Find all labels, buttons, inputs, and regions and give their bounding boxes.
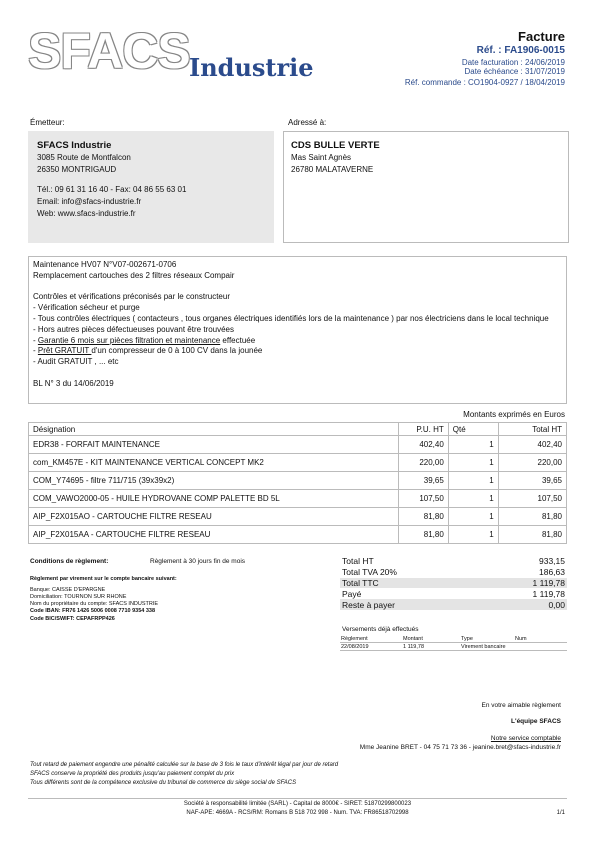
- description-line: - Hors autres pièces défectueuses pouvant être trouvées: [33, 324, 234, 334]
- item-designation: COM_VAWO2000-05 - HUILE HYDROVANE COMP PALETTE BD 5L: [29, 490, 399, 508]
- item-unit-price: 81,80: [398, 526, 448, 544]
- item-unit-price: 107,50: [398, 490, 448, 508]
- table-row: [29, 436, 567, 454]
- item-designation: com_KM457E - KIT MAINTENANCE VERTICAL CONCEPT MK2: [29, 454, 399, 472]
- item-total: 402,40: [498, 436, 566, 454]
- payment-row: 22/08/2019 1 119,78 Virement bancaire: [340, 643, 567, 651]
- remaining-amount: 0,00: [480, 599, 567, 610]
- emitter-phone: Tél.: 09 61 31 16 40 - Fax: 04 86 55 63 01: [37, 185, 187, 194]
- header-unit-price: P.U. HT: [398, 423, 448, 436]
- item-designation: EDR38 - FORFAIT MAINTENANCE: [29, 436, 399, 454]
- item-quantity: 1: [448, 526, 498, 544]
- company-logo: SFACS: [28, 23, 190, 79]
- item-total: 220,00: [498, 454, 566, 472]
- bank-name: Banque: CAISSE D'EPARGNE: [30, 587, 106, 593]
- footer-divider: [28, 798, 567, 799]
- item-quantity: 1: [448, 508, 498, 526]
- payment-terms-value: Règlement à 30 jours fin de mois: [150, 558, 246, 565]
- transfer-label: Règlement par virement sur le compte bancaire suivant:: [30, 576, 177, 582]
- payments-label: Versements déjà effectués: [342, 626, 419, 633]
- header-designation: Désignation: [29, 423, 399, 436]
- document-title: Facture: [518, 29, 565, 44]
- recipient-name: CDS BULLE VERTE: [291, 140, 380, 151]
- table-row: [29, 490, 567, 508]
- paid-row: Payé 1 119,78: [342, 588, 565, 599]
- total-tva-row: Total TVA 20% 186,63: [342, 567, 565, 578]
- footer-company-info: Société à responsabilité limitée (SARL) - Capital de 8000€ - SIRET: 51870299800023: [183, 801, 412, 807]
- recipient-label: Adressé à:: [288, 118, 327, 127]
- item-total: 39,65: [498, 472, 566, 490]
- description-line: Remplacement cartouches des 2 filtres réseaux Compair: [33, 270, 235, 280]
- item-unit-price: 402,40: [398, 436, 448, 454]
- header-quantity: Qté: [448, 423, 498, 436]
- item-unit-price: 220,00: [398, 454, 448, 472]
- item-designation: COM_Y74695 - filtre 711/715 (39x39x2): [29, 472, 399, 490]
- table-row: [29, 526, 567, 544]
- bic: Code BIC/SWIFT: CEPAFRPP426: [30, 616, 115, 622]
- description-line: - Vérification sécheur et purge: [33, 303, 140, 313]
- payments-table: [340, 635, 567, 651]
- item-quantity: 1: [448, 454, 498, 472]
- total-ht-row: Total HT 933,15: [342, 556, 565, 567]
- total-ttc-row: Total TTC 1 119,78: [342, 577, 565, 588]
- description-line: - Audit GRATUIT , ... etc: [33, 357, 119, 367]
- iban: Code IBAN: FR76 1426 5006 0008 7710 9354 338: [30, 608, 156, 614]
- item-quantity: 1: [448, 490, 498, 508]
- item-designation: AIP_F2X015AO - CARTOUCHE FILTRE RESEAU: [29, 508, 399, 526]
- item-total: 81,80: [498, 526, 566, 544]
- item-quantity: 1: [448, 436, 498, 454]
- accounting-contact: Mme Jeanine BRET - 04 75 71 73 36 - jeanine.bret@sfacs-industrie.fr: [359, 744, 561, 751]
- total-ht: 933,15: [539, 556, 565, 567]
- emitter-address-2: 26350 MONTRIGAUD: [37, 165, 117, 174]
- legal-line-2: SFACS conserve la propriété des produits jusqu'au paiement complet du prix: [30, 771, 235, 777]
- page-number: 1/1: [556, 810, 565, 816]
- emitter-name: SFACS Industrie: [37, 140, 112, 151]
- header-total: Total HT: [498, 423, 566, 436]
- free-loan-text: Prêt GRATUIT: [37, 346, 92, 356]
- items-header-row: [29, 423, 567, 436]
- invoice-description: [28, 256, 567, 404]
- bank-domiciliation: Domiciliation: TOURNON SUR RHONE: [30, 594, 127, 600]
- payment-terms-label: Conditions de règlement:: [30, 558, 109, 565]
- accounting-service: Notre service comptable: [490, 735, 561, 742]
- invoice-date: Date facturation : 24/06/2019: [461, 58, 565, 67]
- description-line: - Prêt GRATUIT d'un compresseur de 0 à 100 CV dans la jounée: [33, 346, 263, 356]
- table-row: [29, 454, 567, 472]
- description-line: Contrôles et vérifications préconisés par le constructeur: [33, 292, 230, 302]
- item-quantity: 1: [448, 472, 498, 490]
- account-owner: Nom du propriétaire du compte: SFACS INDUSTRIE: [30, 601, 159, 607]
- legal-line-3: Tous différents sont de la compétence exclusive du tribunal de commerce du siège social de SFACS: [30, 780, 297, 786]
- emitter-label: Émetteur:: [30, 118, 65, 127]
- invoice-reference: Réf. : FA1906-0015: [476, 45, 565, 56]
- total-tva: 186,63: [539, 567, 565, 578]
- legal-line-1: Tout retard de paiement engendre une pénalité calculée sur la base de 3 fois le taux d'intérêt légal par jour de retard: [30, 762, 339, 768]
- footer-registration: NAF-APE: 4669A - RCS/RM: Romans B 518 702 998 - Num. TVA: FR86518702998: [186, 810, 409, 816]
- recipient-address-1: Mas Saint Agnès: [291, 153, 352, 162]
- table-row: [29, 472, 567, 490]
- item-designation: AIP_F2X015AA - CARTOUCHE FILTRE RESEAU: [29, 526, 399, 544]
- items-table: [28, 422, 567, 544]
- emitter-email: Email: info@sfacs-industrie.fr: [37, 197, 142, 206]
- paid-amount: 1 119,78: [532, 588, 565, 599]
- description-line: - Tous contrôles électriques ( contacteurs , tous organes électriques identifiés lors de la maintenance ) par nos électriciens dans le local technique: [33, 313, 549, 323]
- emitter-website: Web: www.sfacs-industrie.fr: [37, 209, 136, 218]
- table-row: [29, 508, 567, 526]
- order-reference: Réf. commande : CO1904-0927 / 18/04/2019: [404, 78, 565, 87]
- description-line: - Garantie 6 mois sur pièces filtration et maintenance effectuée: [33, 335, 256, 345]
- item-total: 107,50: [498, 490, 566, 508]
- item-unit-price: 39,65: [398, 472, 448, 490]
- payments-header-row: Règlement Montant Type Num: [340, 635, 567, 643]
- warranty-text: Garantie 6 mois sur pièces filtration et maintenance: [37, 335, 221, 345]
- closing-greeting: En votre aimable règlement: [481, 702, 561, 709]
- emitter-address-1: 3085 Route de Montfalcon: [37, 153, 131, 162]
- item-unit-price: 81,80: [398, 508, 448, 526]
- delivery-note-line: BL N° 3 du 14/06/2019: [33, 378, 114, 388]
- company-logo-suffix: Industrie: [189, 53, 314, 82]
- remaining-row: Reste à payer 0,00: [342, 599, 565, 610]
- team-signature: L'équipe SFACS: [511, 718, 561, 725]
- total-ttc: 1 119,78: [480, 578, 567, 589]
- description-line: Maintenance HV07 N°V07-002671-0706: [33, 260, 177, 269]
- totals-table: [340, 556, 567, 610]
- due-date: Date échéance : 31/07/2019: [464, 67, 565, 76]
- currency-note: Montants exprimés en Euros: [463, 410, 565, 419]
- recipient-address-2: 26780 MALATAVERNE: [291, 165, 374, 174]
- item-total: 81,80: [498, 508, 566, 526]
